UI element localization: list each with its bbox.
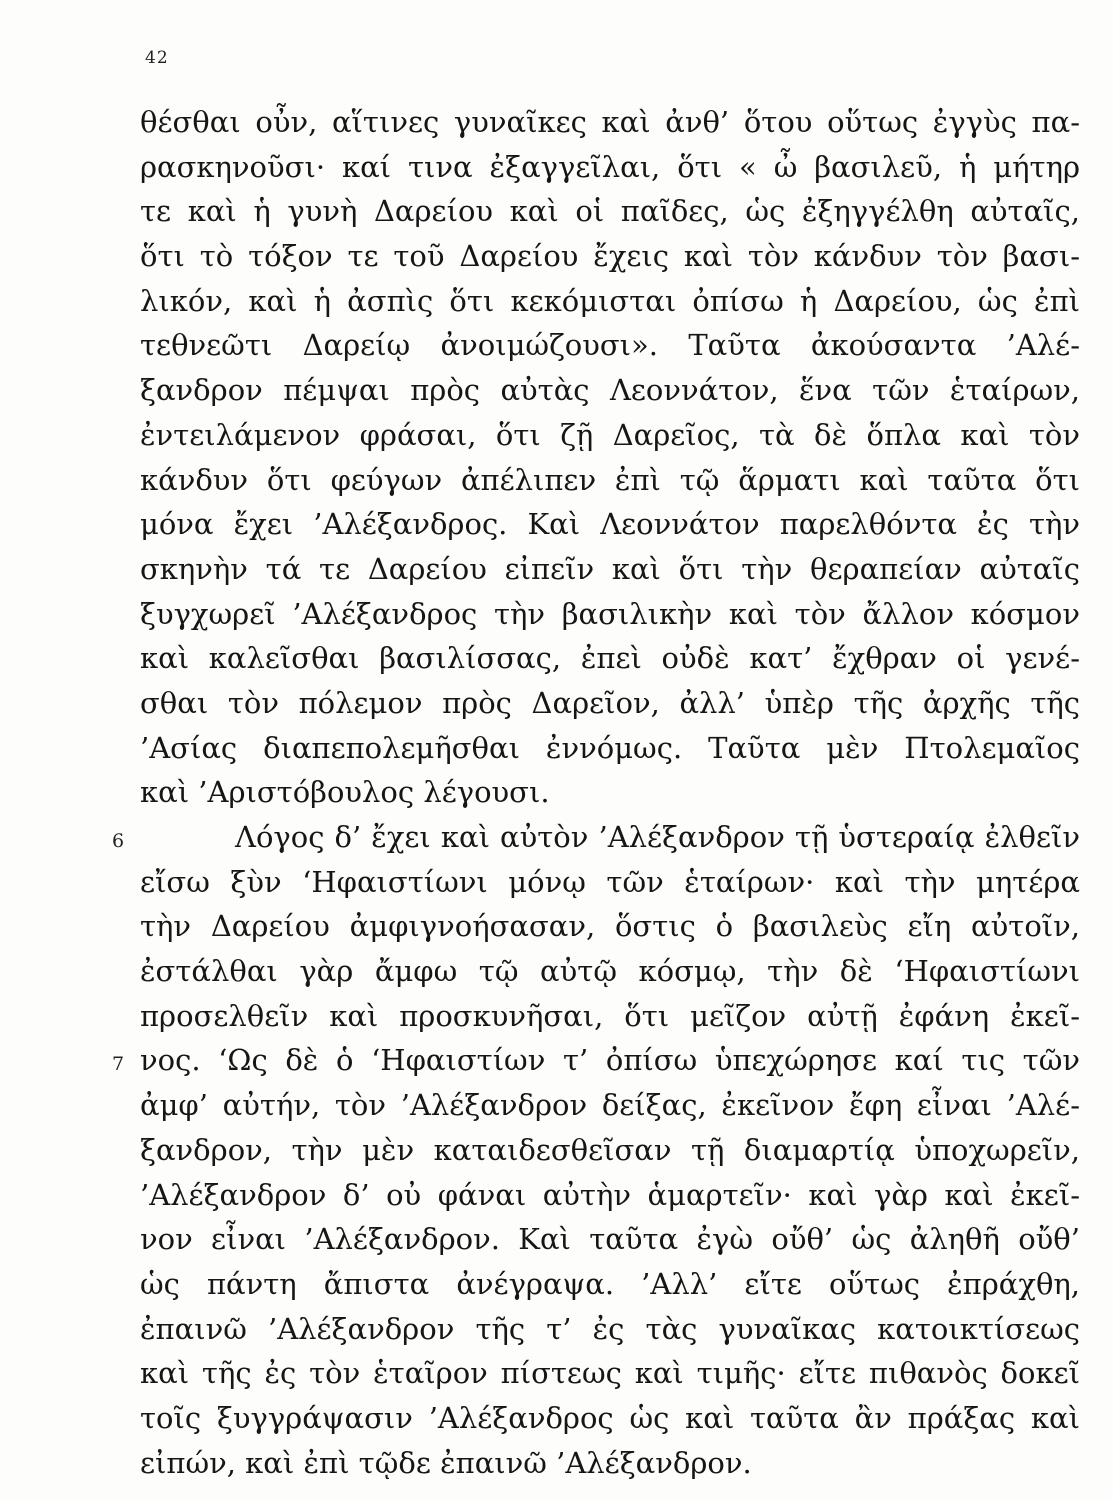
- line-text: εἰπών, καὶ ἐπὶ τῷδε ἐπαινῶ ’Αλέξανδρον.: [140, 1445, 752, 1480]
- section-number: 6: [112, 830, 125, 852]
- text-line: [140, 279, 1080, 324]
- line-text: καὶ τῆς ἐς τὸν ἑταῖρον πίστεως καὶ τιμῆς· εἴτε πιθανὸς δοκεῖ: [140, 1356, 1080, 1391]
- text-line: [140, 100, 1080, 145]
- text-line: [140, 458, 1080, 503]
- text-line: [140, 994, 1080, 1039]
- line-text: καὶ ’Αριστόβουλος λέγουσι.: [140, 775, 550, 810]
- text-line: [112, 815, 1080, 860]
- page-number: 42: [145, 48, 169, 68]
- greek-text-block: [112, 100, 1080, 1485]
- text-line: [112, 1038, 1080, 1083]
- line-text: λικόν, καὶ ἡ ἀσπὶς ὅτι κεκόμισται ὀπίσω ἡ Δαρείου, ὡς ἐπὶ: [140, 283, 1080, 318]
- line-text: ρασκηνοῦσι· καί τινα ἐξαγγεῖλαι, ὅτι « ὦ βασιλεῦ, ἡ μήτηρ: [140, 149, 1080, 184]
- text-line: [140, 413, 1080, 458]
- text-line: [140, 860, 1080, 905]
- line-text: νος. ‘Ως δὲ ὁ ‘Ηφαιστίων τ’ ὀπίσω ὑπεχώρησε καί τις τῶν: [140, 1043, 1080, 1078]
- text-line: [140, 636, 1080, 681]
- text-line: [140, 1307, 1080, 1352]
- line-text: ’Ασίας διαπεπολεμῆσθαι ἐννόμως. Ταῦτα μὲν Πτολεμαῖος: [140, 730, 1080, 765]
- text-line: [140, 1217, 1080, 1262]
- text-line: [140, 368, 1080, 413]
- line-text: ξανδρον πέμψαι πρὸς αὐτὰς Λεοννάτον, ἕνα τῶν ἑταίρων,: [140, 373, 1080, 408]
- line-text: τὴν Δαρείου ἀμφιγνοήσασαν, ὅστις ὁ βασιλεὺς εἴη αὐτοῖν,: [140, 909, 1080, 944]
- line-text: σκηνὴν τά τε Δαρείου εἰπεῖν καὶ ὅτι τὴν θεραπείαν αὐταῖς: [140, 551, 1080, 586]
- line-text: ’Αλέξανδρον δ’ οὐ φάναι αὐτὴν ἁμαρτεῖν· καὶ γὰρ καὶ ἐκεῖ-: [140, 1177, 1080, 1212]
- line-text: ἐστάλθαι γὰρ ἄμφω τῷ αὐτῷ κόσμῳ, τὴν δὲ ‘Ηφαιστίωνι: [140, 954, 1080, 989]
- line-text: καὶ καλεῖσθαι βασιλίσσας, ἐπεὶ οὐδὲ κατ’ ἔχθραν οἱ γενέ-: [140, 641, 1080, 676]
- text-line: [140, 145, 1080, 190]
- line-text: σθαι τὸν πόλεμον πρὸς Δαρεῖον, ἀλλ’ ὑπὲρ τῆς ἀρχῆς τῆς: [140, 685, 1080, 720]
- line-text: ἀμφ’ αὐτήν, τὸν ’Αλέξανδρον δείξας, ἐκεῖνον ἔφη εἶναι ’Αλέ-: [140, 1088, 1080, 1123]
- text-line: [140, 1351, 1080, 1396]
- text-line: [140, 323, 1080, 368]
- line-text: ἐντειλάμενον φράσαι, ὅτι ζῇ Δαρεῖος, τὰ δὲ ὅπλα καὶ τὸν: [140, 417, 1080, 452]
- line-text: κάνδυν ὅτι φεύγων ἀπέλιπεν ἐπὶ τῷ ἅρματι καὶ ταῦτα ὅτι: [140, 462, 1080, 497]
- text-line: [140, 592, 1080, 637]
- line-text: ἐπαινῶ ’Αλέξανδρον τῆς τ’ ἐς τὰς γυναῖκας κατοικτίσεως: [140, 1311, 1080, 1346]
- line-text: ὅτι τὸ τόξον τε τοῦ Δαρείου ἔχεις καὶ τὸν κάνδυν τὸν βασι-: [140, 239, 1080, 274]
- text-line: [140, 189, 1080, 234]
- text-line: [140, 547, 1080, 592]
- line-text: μόνα ἔχει ’Αλέξανδρος. Καὶ Λεοννάτον παρελθόντα ἐς τὴν: [140, 507, 1080, 542]
- line-text: τεθνεῶτι Δαρείῳ ἀνοιμώζουσι». Ταῦτα ἀκούσαντα ’Αλέ-: [140, 328, 1080, 363]
- text-line: [140, 1083, 1080, 1128]
- text-line: [140, 1173, 1080, 1218]
- line-text: ξυγχωρεῖ ’Αλέξανδρος τὴν βασιλικὴν καὶ τὸν ἄλλον κόσμον: [140, 596, 1080, 631]
- text-line: [140, 681, 1080, 726]
- text-line: [140, 1262, 1080, 1307]
- line-text: τε καὶ ἡ γυνὴ Δαρείου καὶ οἱ παῖδες, ὡς ἐξηγγέλθη αὐταῖς,: [140, 194, 1080, 229]
- text-line: [140, 234, 1080, 279]
- text-line: [140, 1396, 1080, 1441]
- text-line: [140, 726, 1080, 771]
- text-line: [140, 904, 1080, 949]
- line-text: θέσθαι οὖν, αἵτινες γυναῖκες καὶ ἀνθ’ ὅτου οὕτως ἐγγὺς πα-: [140, 105, 1080, 139]
- line-text: προσελθεῖν καὶ προσκυνῆσαι, ὅτι μεῖζον αὐτῇ ἐφάνη ἐκεῖ-: [140, 998, 1080, 1033]
- line-text: Λόγος δ’ ἔχει καὶ αὐτὸν ’Αλέξανδρον τῇ ὑστεραίᾳ ἐλθεῖν: [235, 820, 1080, 854]
- text-line: [140, 770, 1080, 815]
- text-line: [140, 502, 1080, 547]
- line-text: νον εἶναι ’Αλέξανδρον. Καὶ ταῦτα ἐγὼ οὔθ’ ὡς ἀληθῆ οὔθ’: [140, 1222, 1080, 1257]
- line-text: εἴσω ξὺν ‘Ηφαιστίωνι μόνῳ τῶν ἑταίρων· καὶ τὴν μητέρα: [140, 864, 1080, 899]
- section-number: 7: [112, 1053, 125, 1076]
- line-text: τοῖς ξυγγράψασιν ’Αλέξανδρος ὡς καὶ ταῦτα ἂν πράξας καὶ: [140, 1400, 1080, 1435]
- text-line: [140, 1128, 1080, 1173]
- line-text: ὡς πάντη ἄπιστα ἀνέγραψα. ’Αλλ’ εἴτε οὕτως ἐπράχθη,: [140, 1266, 1080, 1301]
- text-line: [140, 949, 1080, 994]
- line-text: ξανδρον, τὴν μὲν καταιδεσθεῖσαν τῇ διαμαρτίᾳ ὑποχωρεῖν,: [140, 1132, 1080, 1167]
- text-line: [140, 1441, 1080, 1486]
